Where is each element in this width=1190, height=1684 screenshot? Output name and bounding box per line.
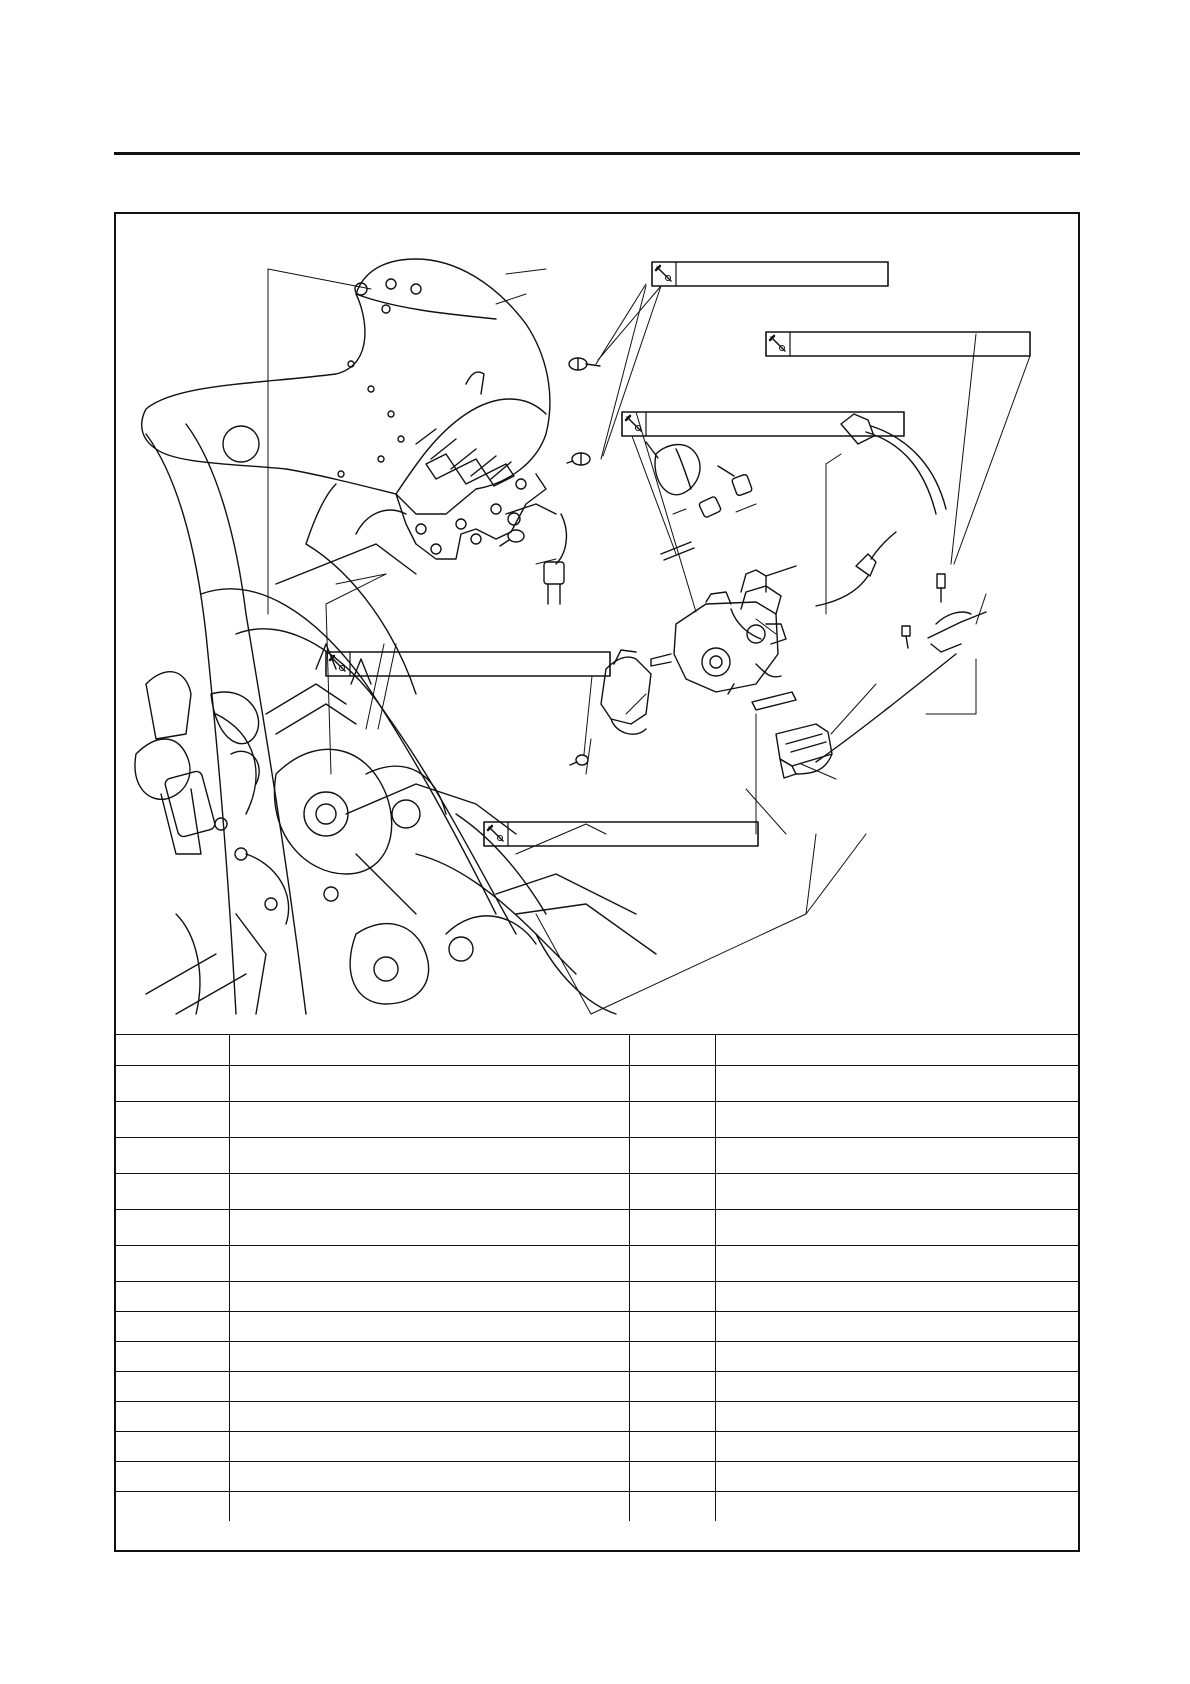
table-row [116,1492,1078,1522]
table-row [116,1102,1078,1138]
torque-wrench-icon [488,826,503,841]
torque-callout-2 [766,332,1030,356]
torque-callout-5 [484,822,758,846]
intake-duct-drawing [142,259,556,559]
exploded-view-illustration [116,214,1078,1034]
callout-leaders [584,286,1030,834]
motorcycle-frame-drawing [135,424,656,1014]
torque-wrench-icon [656,266,671,281]
table-row [116,1372,1078,1402]
torque-callout-1 [652,262,888,286]
table-row [116,1312,1078,1342]
header-rule [114,152,1080,155]
parts-table [116,1034,1078,1521]
table-row [116,1066,1078,1102]
table-row [116,1282,1078,1312]
table-row [116,1402,1078,1432]
leader-lines [268,269,986,1014]
table-header-row [116,1035,1078,1066]
torque-wrench-icon [626,416,641,431]
table-row [116,1174,1078,1210]
table-row [116,1342,1078,1372]
torque-callout-4 [326,652,610,676]
table-row [116,1138,1078,1174]
table-row [116,1246,1078,1282]
torque-callout-3 [622,412,904,436]
header-job-name [229,1035,629,1066]
screw-drawings [500,358,945,765]
torque-wrench-icon [770,336,785,351]
header-order [116,1035,229,1066]
header-remarks [715,1035,1078,1066]
table-row [116,1210,1078,1246]
throttle-body-drawing [601,566,986,778]
exploded-view-frame [114,212,1080,1552]
table-row [116,1462,1078,1492]
header-qty [629,1035,715,1066]
table-row [116,1432,1078,1462]
